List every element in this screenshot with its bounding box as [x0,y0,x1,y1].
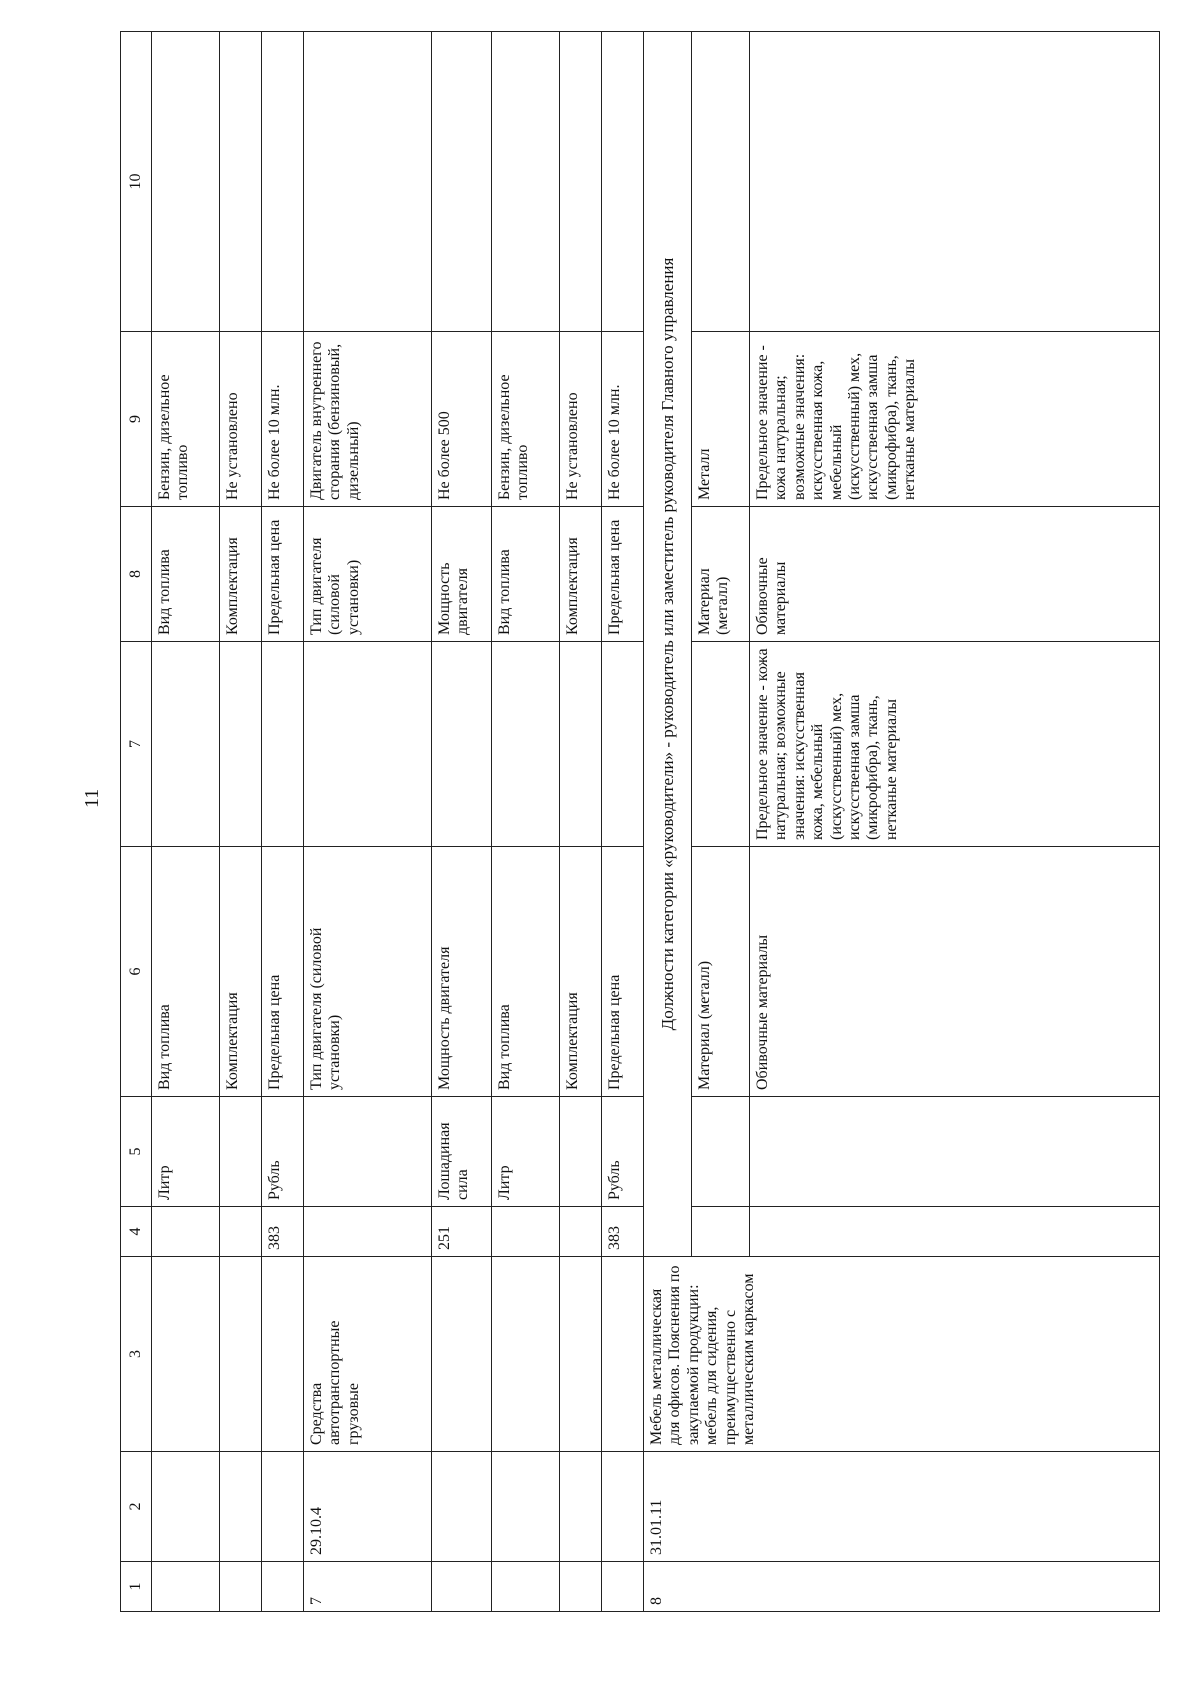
cell-code [492,1452,560,1562]
cell-number [262,1562,304,1612]
cell-justification [602,32,644,332]
cell-justification [750,32,1160,332]
cell-justification [220,32,262,332]
cell-value: Бензин, дизельное топливо [492,332,560,507]
cell-unit [220,1097,262,1207]
table-row [602,32,644,1612]
cell-characteristic: Предельная цена [262,507,304,642]
table-row [492,32,560,1612]
header-cell: 5 [121,1097,152,1207]
cell-characteristic: Комплектация [220,847,262,1097]
cell-name [560,1257,602,1452]
cell-name [262,1257,304,1452]
cell-justification [304,32,432,332]
cell-okei-code: 251 [432,1207,492,1257]
cell-unit: Рубль [602,1097,644,1207]
cell-characteristic: Обивочные материалы [750,507,1160,642]
cell-characteristic: Предельная цена [262,847,304,1097]
cell-justification [432,32,492,332]
cell-okei-code: 383 [602,1207,644,1257]
cell-code: 29.10.4 [304,1452,432,1562]
cell-code [152,1452,220,1562]
cell-value: Бензин, дизельное топливо [152,332,220,507]
cell-number [560,1562,602,1612]
table-row-item-8 [644,32,692,1612]
cell-name [432,1257,492,1452]
cell-value: Металл [692,332,750,507]
cell-value [432,642,492,847]
cell-unit [692,1097,750,1207]
rotated-table-container [120,32,1160,1612]
table-row [262,32,304,1612]
cell-okei-code [152,1207,220,1257]
cell-value: Предельное значение - кожа натуральная; возможные значения: искусственная кожа, мебельный (искусственный) мех, искусственная замша (микрофибра), ткань, нетканые материалы [750,642,1160,847]
cell-code [560,1452,602,1562]
cell-characteristic: Предельная цена [602,847,644,1097]
cell-code [602,1452,644,1562]
cell-justification [692,32,750,332]
cell-number: 7 [304,1562,432,1612]
cell-justification [152,32,220,332]
header-row [121,32,152,1612]
cell-characteristic: Мощность двигателя [432,507,492,642]
header-cell: 1 [121,1562,152,1612]
cell-characteristic: Материал (металл) [692,847,750,1097]
cell-code [262,1452,304,1562]
cell-name [220,1257,262,1452]
cell-number [492,1562,560,1612]
cell-code [220,1452,262,1562]
cell-value: Не более 500 [432,332,492,507]
header-cell: 7 [121,642,152,847]
cell-value: Не установлено [560,332,602,507]
cell-unit [560,1097,602,1207]
cell-value: Двигатель внутреннего сгорания (бензиновый, дизельный) [304,332,432,507]
specification-table [120,31,1160,1612]
cell-okei-code: 383 [262,1207,304,1257]
header-cell: 9 [121,332,152,507]
cell-name [492,1257,560,1452]
table-row [304,32,432,1612]
cell-name [152,1257,220,1452]
cell-characteristic: Материал (металл) [692,507,750,642]
header-cell: 10 [121,32,152,332]
cell-value [560,642,602,847]
cell-number [152,1562,220,1612]
cell-characteristic: Комплектация [220,507,262,642]
header-cell: 8 [121,507,152,642]
cell-characteristic: Предельная цена [602,507,644,642]
table-row [432,32,492,1612]
cell-okei-code [304,1207,432,1257]
cell-value [304,642,432,847]
cell-number [220,1562,262,1612]
cell-characteristic: Вид топлива [492,507,560,642]
cell-value [492,642,560,847]
cell-number: 8 [644,1562,1160,1612]
cell-characteristic: Вид топлива [492,847,560,1097]
cell-characteristic: Комплектация [560,847,602,1097]
cell-justification [560,32,602,332]
cell-characteristic: Обивочные материалы [750,847,1160,1097]
cell-value [262,642,304,847]
cell-code: 31.01.11 [644,1452,1160,1562]
cell-characteristic: Тип двигателя (силовой установки) [304,847,432,1097]
cell-unit [304,1097,432,1207]
cell-value: Предельное значение - кожа натуральная; возможные значения: искусственная кожа, мебельный (искусственный) мех, искусственная замша (микрофибра), ткань, нетканые материалы [750,332,1160,507]
cell-value [692,642,750,847]
cell-unit: Литр [492,1097,560,1207]
cell-justification [492,32,560,332]
page-number: 11 [81,788,103,808]
cell-okei-code [492,1207,560,1257]
cell-unit [750,1097,1160,1207]
cell-characteristic: Мощность двигателя [432,847,492,1097]
cell-value: Не более 10 млн. [602,332,644,507]
cell-okei-code [560,1207,602,1257]
cell-code [432,1452,492,1562]
cell-value: Не установлено [220,332,262,507]
header-cell: 3 [121,1257,152,1452]
cell-name: Средства автотранспортные грузовые [304,1257,432,1452]
header-cell: 2 [121,1452,152,1562]
cell-value [152,642,220,847]
cell-okei-code [750,1207,1160,1257]
cell-value: Не более 10 млн. [262,332,304,507]
cell-unit: Лошадиная сила [432,1097,492,1207]
cell-unit: Литр [152,1097,220,1207]
cell-okei-code [692,1207,750,1257]
cell-okei-code [220,1207,262,1257]
cell-justification [262,32,304,332]
cell-name [602,1257,644,1452]
cell-name: Мебель металлическая для офисов. Пояснения по закупаемой продукции: мебель для сидения, преимущественно с металлическим каркасом [644,1257,1160,1452]
cell-characteristic: Тип двигателя (силовой установки) [304,507,432,642]
table-row [220,32,262,1612]
cell-number [602,1562,644,1612]
cell-characteristic: Вид топлива [152,507,220,642]
cell-value [602,642,644,847]
cell-number [432,1562,492,1612]
table-row [152,32,220,1612]
header-cell: 6 [121,847,152,1097]
cell-value [220,642,262,847]
header-cell: 4 [121,1207,152,1257]
position-category-row: Должности категории «руководители» - руководитель или заместитель руководителя Главного управления [644,32,692,1257]
cell-unit: Рубль [262,1097,304,1207]
table-row [560,32,602,1612]
cell-characteristic: Комплектация [560,507,602,642]
cell-characteristic: Вид топлива [152,847,220,1097]
